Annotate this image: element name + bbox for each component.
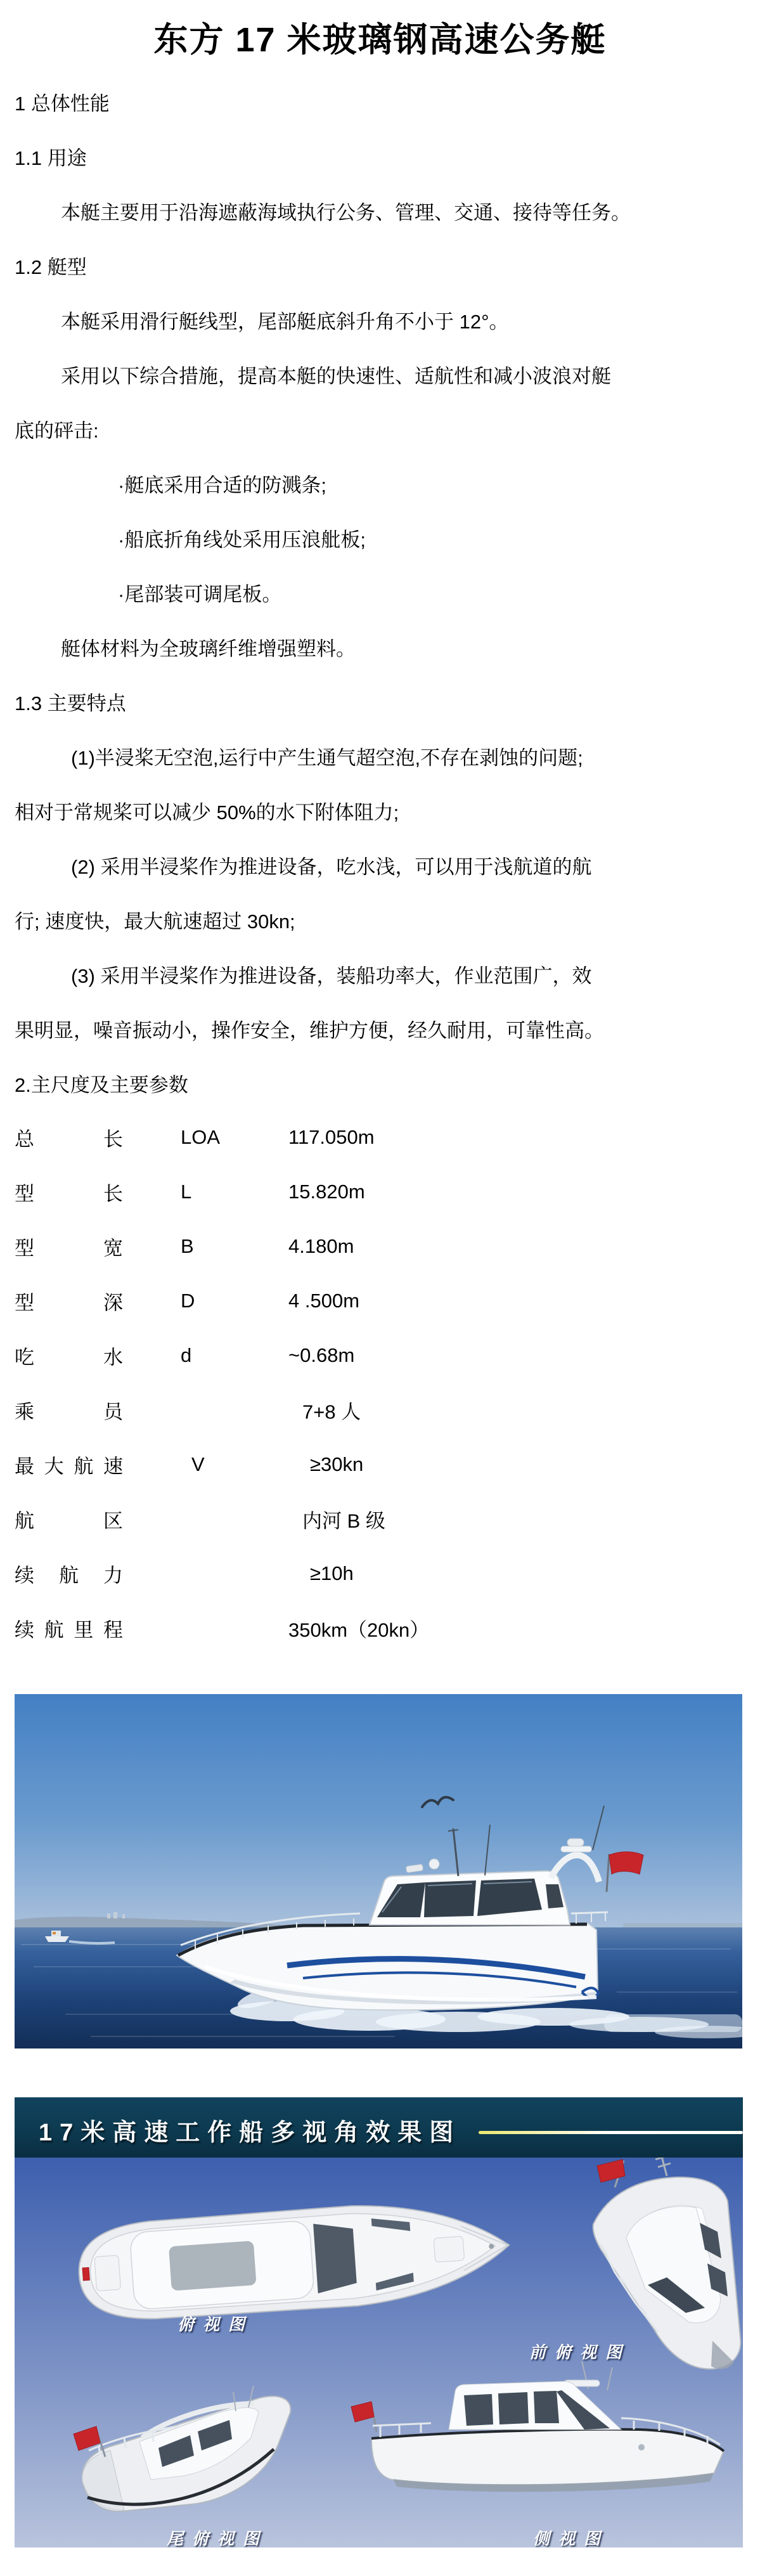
red-flag [597,2159,625,2182]
spec-symbol: d [181,1344,192,1366]
spec-label: 航区 [15,1510,123,1532]
spec-row-range [0,1601,760,1655]
spec-label: 吃水 [15,1346,123,1369]
render-stern-top-view [74,2386,290,2511]
bullet-chine-plate: ·船底折角线处采用压浪舭板; [118,528,366,551]
figure-banner [15,2097,743,2158]
red-flag [609,1852,643,1874]
para-feature3-line2: 果明显，噪音振动小，操作安全，维护方便，经久耐用，可靠性高。 [15,1019,604,1042]
para-feature2-line2: 行; 速度快，最大航速超过 30kn; [15,910,295,933]
spec-label: 型宽 [15,1237,123,1260]
spec-label: 续航力 [15,1564,123,1587]
red-flag [351,2402,374,2422]
heading-hull-type: 1.2 艇型 [15,256,87,278]
para-feature2-line1: (2) 采用半浸桨作为推进设备，吃水浅，可以用于浅航道的航 [71,855,592,878]
photo-shore-right [623,1923,742,1927]
spec-row-loa [0,1110,760,1165]
radar-dome [567,1839,584,1846]
spec-value: ≥10h [310,1562,354,1584]
document-body [0,74,760,1655]
spec-label: 最大航速 [15,1455,123,1478]
render-top-view [75,2195,512,2325]
spec-value: 内河 B 级 [302,1510,385,1532]
spec-row-endurance [0,1546,760,1601]
para-feature1-line1: (1)半浸桨无空泡,运行中产生通气超空泡,不存在剥蚀的问题; [71,746,583,769]
photo-sky [15,1694,742,1927]
label-front-top-view: 前俯视图 [529,2343,631,2362]
red-flag [82,2267,89,2281]
spec-label: 型长 [15,1182,123,1205]
para-usage: 本艇主要用于沿海遮蔽海域执行公务、管理、交通、接待等任务。 [61,201,631,224]
spec-row-length [0,1165,760,1219]
spec-symbol: LOA [181,1126,221,1148]
spec-row-nav-zone [0,1492,760,1546]
para-hull-form: 本艇采用滑行艇线型，尾部艇底斜升角不小于 12°。 [61,310,509,333]
spec-value: 7+8 人 [302,1401,361,1423]
page-title: 东方 17 米玻璃钢高速公务艇 [153,21,607,59]
para-feature3-line1: (3) 采用半浸桨作为推进设备，装船功率大，作业范围广，效 [71,964,592,987]
heading-usage: 1.1 用途 [15,146,87,169]
spec-label: 乘员 [15,1401,123,1423]
render-front-top-view [593,2158,741,2369]
spec-row-depth [0,1274,760,1328]
spec-value: 4.180m [288,1235,354,1257]
spec-row-max-speed [0,1437,760,1492]
spec-row-crew [0,1383,760,1437]
figure-banner-title: 17米高速工作船多视角效果图 [39,2120,461,2146]
spec-row-beam [0,1219,760,1274]
spec-value: 350km（20kn） [288,1619,430,1641]
searchlight [429,1859,439,1869]
spec-value: ≥30kn [310,1453,364,1475]
spec-label: 总长 [15,1128,123,1151]
banner-underline [479,2131,743,2134]
label-side-view: 侧视图 [533,2529,610,2547]
spec-value: ~0.68m [288,1344,355,1366]
spec-symbol: D [181,1290,195,1312]
radar-bar [561,1846,591,1852]
spec-symbol: L [181,1181,192,1203]
para-measures-line1: 采用以下综合措施，提高本艇的快速性、适航性和减小波浪对艇 [61,365,611,387]
spec-symbol: B [181,1235,194,1257]
para-measures-line2: 底的砰击: [15,419,99,442]
render-side-view [351,2361,724,2492]
bullet-spray-strips: ·艇底采用合适的防溅条; [118,474,326,496]
spec-value: 4 .500m [288,1290,360,1312]
heading-overall: 1 总体性能 [15,92,110,115]
para-feature1-line2: 相对于常规桨可以减少 50%的水下附体阻力; [15,801,399,824]
figure-renders [15,2158,743,2547]
para-material: 艇体材料为全玻璃纤维增强塑料。 [61,637,356,660]
heading-features: 1.3 主要特点 [15,692,126,715]
heading-dimensions: 2.主尺度及主要参数 [15,1073,188,1096]
boat-sea-photo [15,1694,742,2049]
multi-view-figure [15,2097,743,2547]
bullet-trim-tab: ·尾部装可调尾板。 [118,583,282,605]
label-top-view: 俯视图 [177,2315,254,2334]
label-stern-top-view: 尾俯视图 [167,2529,269,2547]
spec-label: 型深 [15,1291,123,1314]
spec-row-draft [0,1328,760,1383]
spec-value: 15.820m [288,1181,365,1203]
spec-value: 117.050m [288,1126,375,1148]
spec-symbol: V [191,1453,205,1475]
spec-label: 续航里程 [15,1619,123,1641]
